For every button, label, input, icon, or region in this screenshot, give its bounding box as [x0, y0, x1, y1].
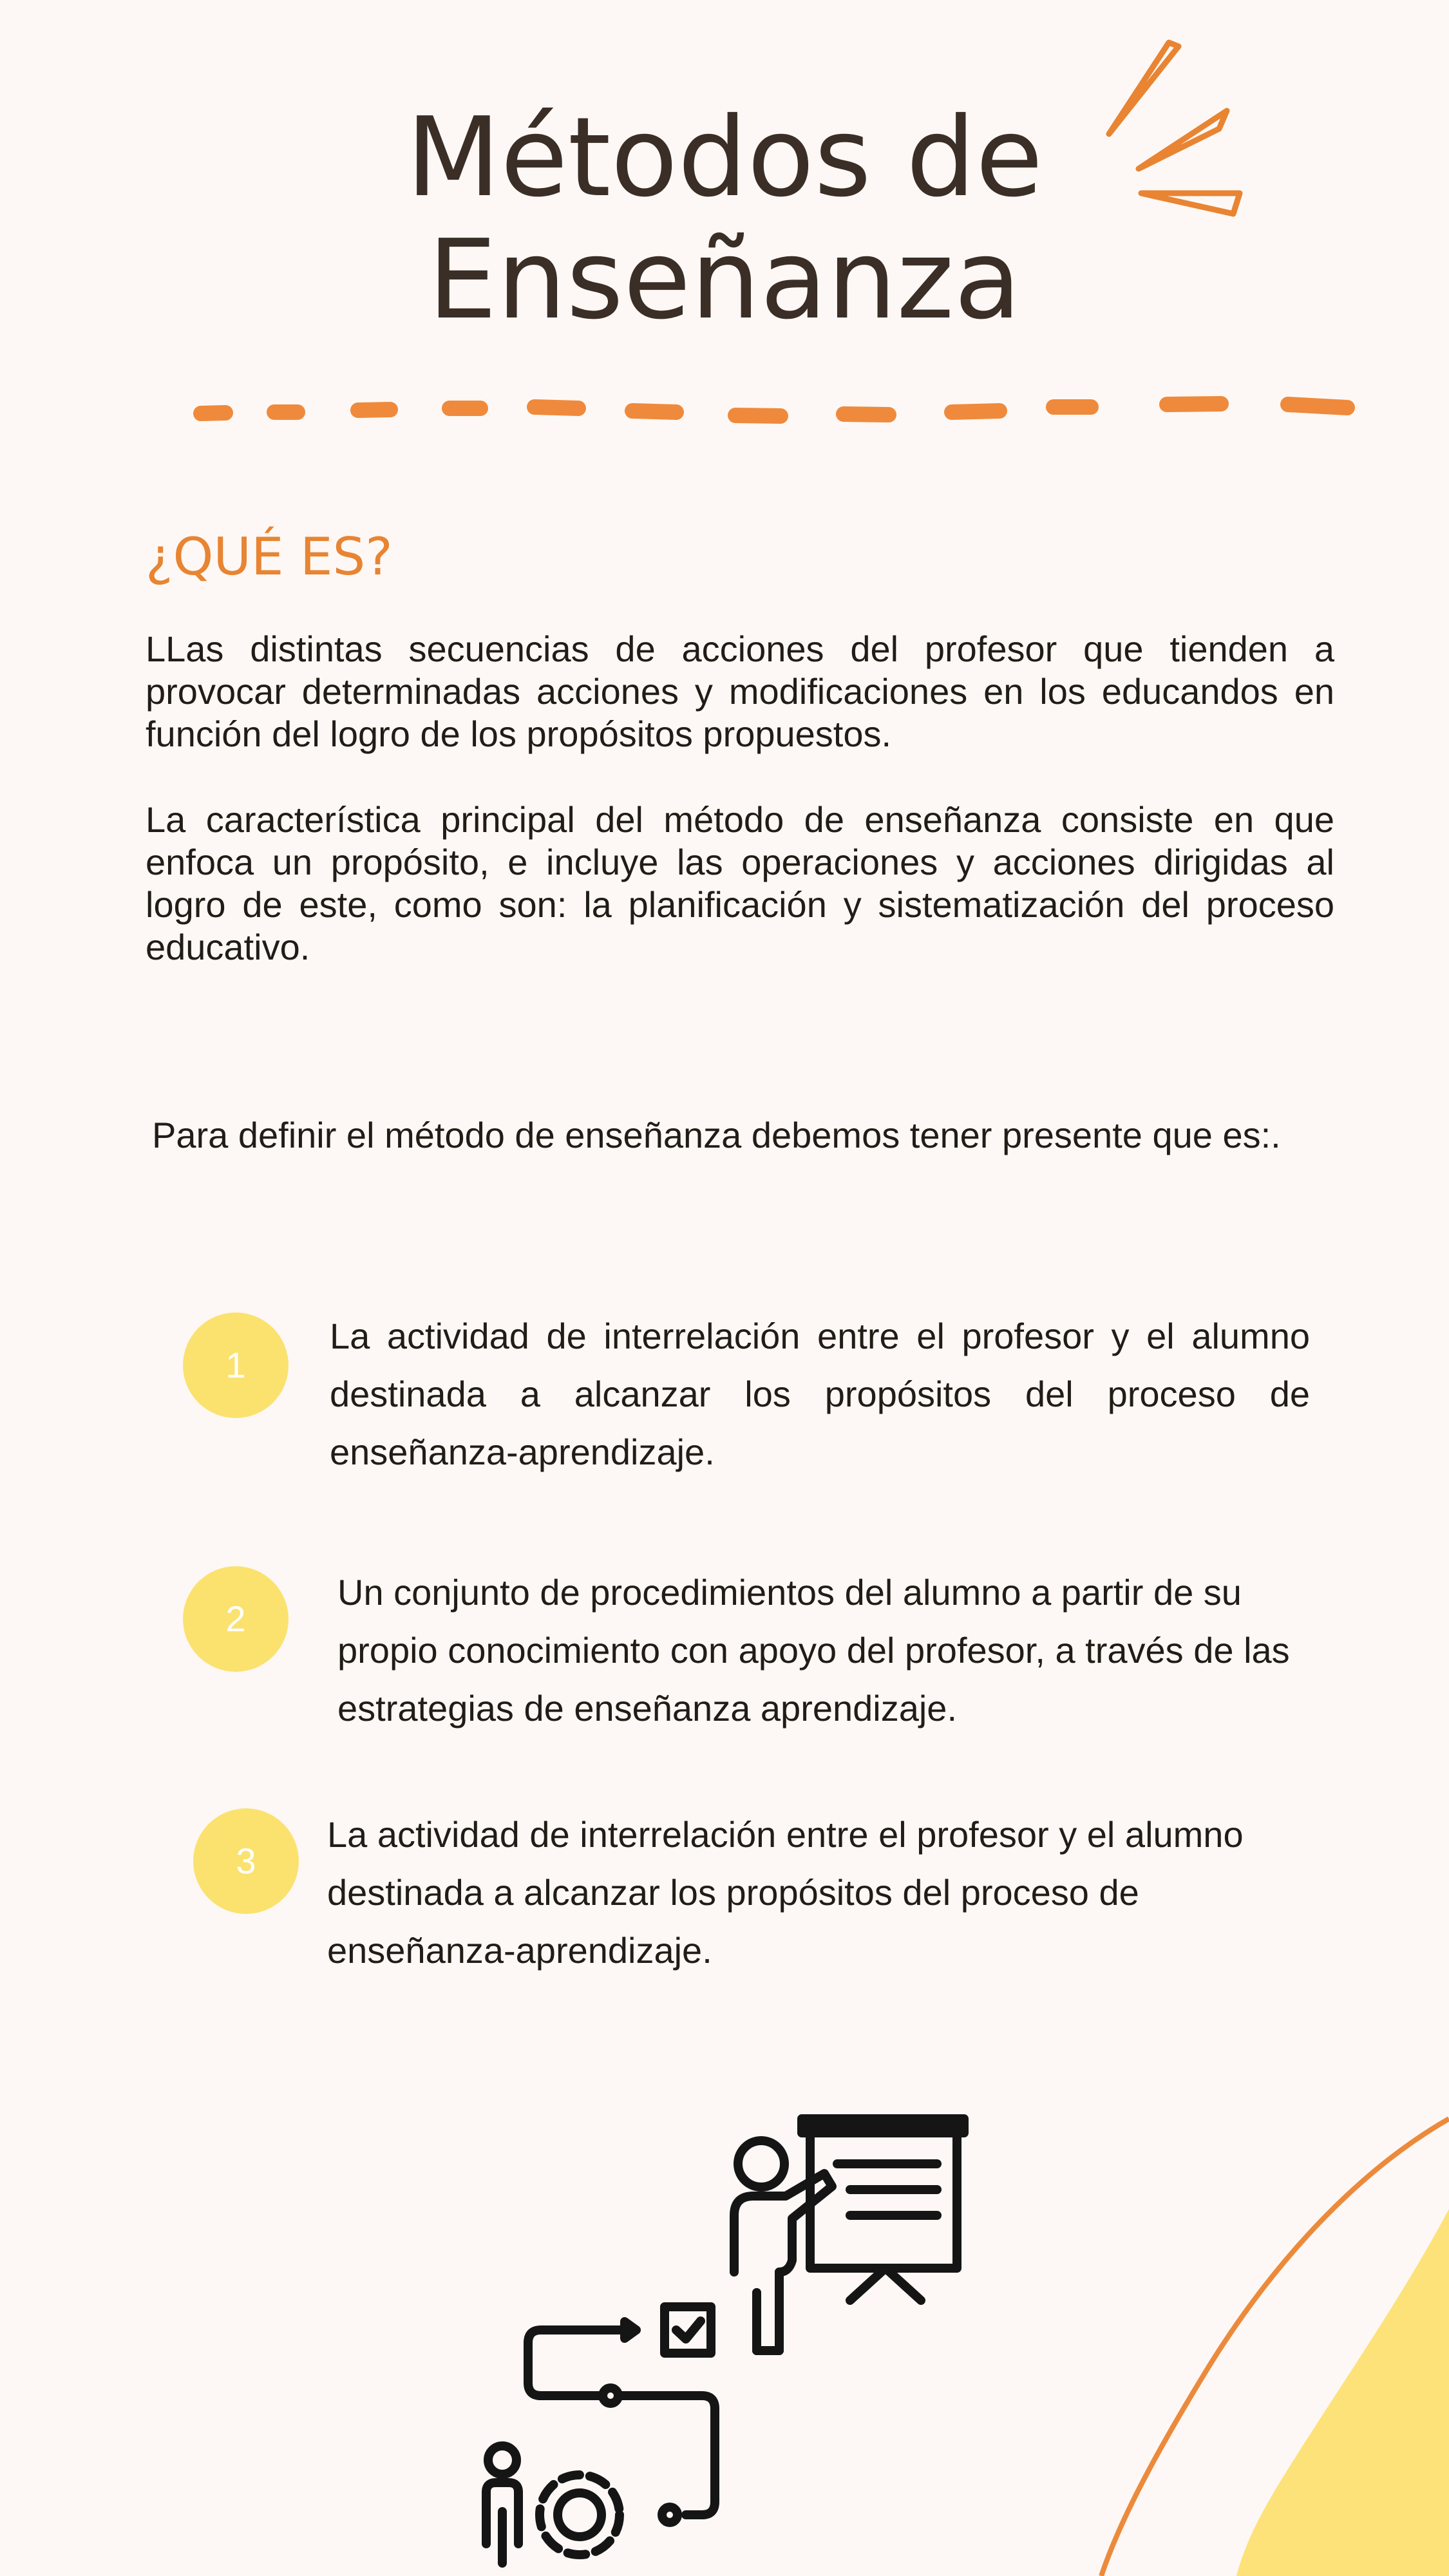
corner-wave-decoration — [1063, 2093, 1449, 2576]
characteristic-paragraph: La característica principal del método de enseñanza consiste en que enfoca un propósito, e incluye las operaciones y acciones dirigidas al logro de este, como son: la planificación y sistematización del proceso educativo. — [146, 799, 1334, 967]
teacher-presentation-process-icon — [464, 2099, 992, 2576]
list-item-text: La actividad de interrelación entre el profesor y el alumno destinada a alcanzar los propósitos del proceso de enseñanza-aprendizaje. — [327, 1814, 1244, 1971]
intro-list-paragraph: Para definir el método de enseñanza debemos tener presente que es:. — [152, 1115, 1281, 1155]
title-line-1: Métodos de — [406, 94, 1043, 222]
section-heading: ¿QUÉ ES? — [146, 527, 393, 587]
number-badge: 1 — [183, 1312, 289, 1418]
dashed-divider — [0, 0, 1449, 451]
definition-paragraph: LLas distintas secuencias de acciones del profesor que tienden a provocar determinadas acciones y modificaciones en los educandos en función del logro de los propósitos propuestos. — [146, 629, 1334, 754]
title-line-2: Enseñanza — [428, 216, 1021, 344]
list-item-text: Un conjunto de procedimientos del alumno a partir de su propio conocimiento con apoyo del profesor, a través de las estrategias de enseñanza aprendizaje. — [337, 1572, 1290, 1728]
list-item-text: La actividad de interrelación entre el profesor y el alumno destinada a alcanzar los propósitos del proceso de enseñanza-aprendizaje. — [330, 1316, 1310, 1472]
number-badge: 3 — [193, 1808, 299, 1914]
number-badge: 2 — [183, 1566, 289, 1672]
